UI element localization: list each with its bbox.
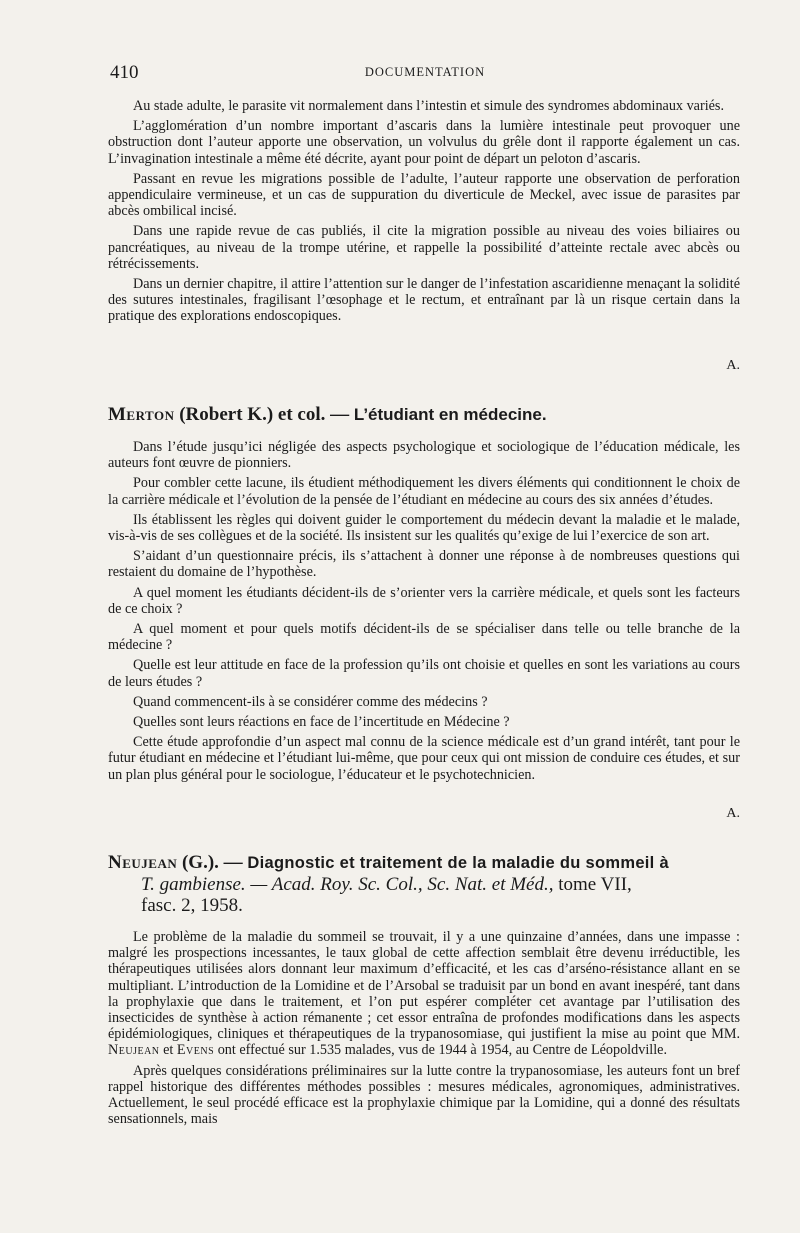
review-heading	[108, 852, 740, 874]
citation-volume: tome VII,	[558, 874, 632, 895]
paragraph: Dans une rapide revue de cas publiés, il cite la migration possible au niveau des voies biliaires ou pancréatiques, au niveau de la trompe utérine, et rappelle la possibilité d’atteinte rectale avec abcès ou rétrécissements.	[108, 223, 740, 272]
paragraph: S’aidant d’un questionnaire précis, ils s’attachent à donner une réponse à de nombreuses questions qui restaient du domaine de l’hypothèse.	[108, 548, 740, 581]
paragraph: Passant en revue les migrations possible de l’adulte, l’auteur rapporte une observation de perforation appendiculaire vermineuse, et un cas de suppuration du diverticule de Meckel, avec issue de parasites par abcès ombilical incisé.	[108, 170, 740, 220]
paragraph: Cette étude approfondie d’un aspect mal connu de la science médicale est d’un grand intérêt, tant pour le futur étudiant en médecine et l’étudiant lui-même, que pour ceux qui ont mission de conduire ces études, et sur un plan plus général pour le sociologue, l’éducateur et le psychotechnicien.	[108, 734, 740, 783]
review-heading	[108, 404, 740, 425]
citation-issue: fasc. 2, 1958.	[141, 895, 243, 916]
author-initials: (G.).	[181, 852, 219, 873]
review-signature: A.	[726, 358, 740, 373]
paragraph: Ils établissent les règles qui doivent guider le comportement du médecin devant la maladie et le malade, vis-à-vis de ses collègues et de la société. Ils insistent sur les qualités qu’exige de lui l’exercice de son art.	[108, 511, 740, 545]
author-ref: Neujean	[108, 1042, 160, 1059]
paragraph: Quand commencent-ils à se considérer comme des médecins ?	[133, 693, 488, 710]
paragraph	[108, 929, 740, 1059]
paragraph: Après quelques considérations préliminaires sur la lutte contre la trypanosomiase, les auteurs font un bref rappel historique des différentes méthodes possibles : mesures médicales, agronomiques, administratives. Actuellement, le seul procédé efficace est la prophylaxie chimique par la Lomidine, qui a donné des résultats sensationnels, mais	[108, 1062, 740, 1128]
paragraph-text: ont effectué sur 1.535 malades, vus de 1944 à 1954, au Centre de Léopoldville.	[217, 1042, 667, 1059]
paragraph: Quelles sont leurs réactions en face de l’incertitude en Médecine ?	[133, 714, 510, 731]
author-ref: Evens	[176, 1042, 215, 1059]
paragraph: A quel moment les étudiants décident-ils de s’orienter vers la carrière médicale, et quels sont les facteurs de ce choix ?	[108, 584, 740, 617]
paragraph: Dans un dernier chapitre, il attire l’attention sur le danger de l’infestation ascaridienne menaçant la solidité des sutures intestinales, fragilisant l’œsophage et le rectum, et entraînant par là un risque certain dans la pratique des explorations endoscopiques.	[108, 276, 740, 325]
review-neujean	[108, 852, 740, 1131]
review-merton	[108, 404, 740, 787]
author-name: Neujean	[108, 852, 178, 873]
review-signature: A.	[726, 806, 740, 821]
author-name: Merton	[108, 404, 175, 425]
conjunction: et	[163, 1042, 174, 1059]
author-initials: (Robert K.) et col.	[179, 404, 326, 425]
paragraph: Pour combler cette lacune, ils étudient méthodiquement les divers éléments qui conditionnent le choix de la carrière médicale et l’évolution de la pensée de l’étudiant en médecine au cours des six années d’études.	[108, 475, 740, 508]
page-number: 410	[110, 62, 139, 83]
review-ascaris-continuation	[108, 98, 740, 329]
review-title: Diagnostic et traitement de la maladie du sommeil à	[247, 854, 669, 872]
paragraph: L’agglomération d’un nombre important d’ascaris dans la lumière intestinale peut provoquer une obstruction dont l’auteur apporte une observation, un volvulus du grêle dont il rapporte également un cas. L’invagination intestinale a même été décrite, ayant pour point de départ un peloton d’ascaris.	[108, 118, 740, 167]
paragraph: Au stade adulte, le parasite vit normalement dans l’intestin et simule des syndromes abdominaux variés.	[133, 98, 724, 114]
citation-source: T. gambiense. — Acad. Roy. Sc. Col., Sc. Nat. et Méd.,	[141, 874, 554, 895]
paragraph: Dans l’étude jusqu’ici négligée des aspects psychologique et sociologique de l’éducation médicale, les auteurs font œuvre de pionniers.	[108, 439, 740, 472]
heading-dash: —	[330, 404, 350, 425]
heading-dash: —	[223, 852, 243, 873]
paragraph-text: Le problème de la maladie du sommeil se trouvait, il y a une quinzaine d’années, dans une impasse : malgré les prospections incessantes, le taux global de cette affection semblait être devenu irréductible, les thérapeutiques utilisées alors donnant leur maximum d’efficacité, et les cas d’arséno-résistance allant en se multipliant. L’introduction de la Lomidine et de l’Arsobal se traduisit par un bond en avant inespéré, tant dans la prophylaxie que dans le traitement, et l’on put espérer compléter cet avantage par l’utilisation des insecticides de synthèse à action rémanente ; cet essor entraîna de profondes modifications dans les aspects épidémiologiques, cliniques et thérapeutiques de la trypanosomiase, qui justifient la mise au point que MM.	[108, 929, 740, 1043]
citation-line	[108, 874, 740, 895]
paragraph: Quelle est leur attitude en face de la profession qu’ils ont choisie et quelles en sont les variations au cours de leurs études ?	[108, 657, 740, 690]
paragraph: A quel moment et pour quels motifs décident-ils de se spécialiser dans telle ou telle branche de la médecine ?	[108, 621, 740, 654]
running-header	[110, 62, 740, 84]
review-title: L’étudiant en médecine.	[353, 405, 547, 424]
header-title: DOCUMENTATION	[364, 65, 486, 79]
